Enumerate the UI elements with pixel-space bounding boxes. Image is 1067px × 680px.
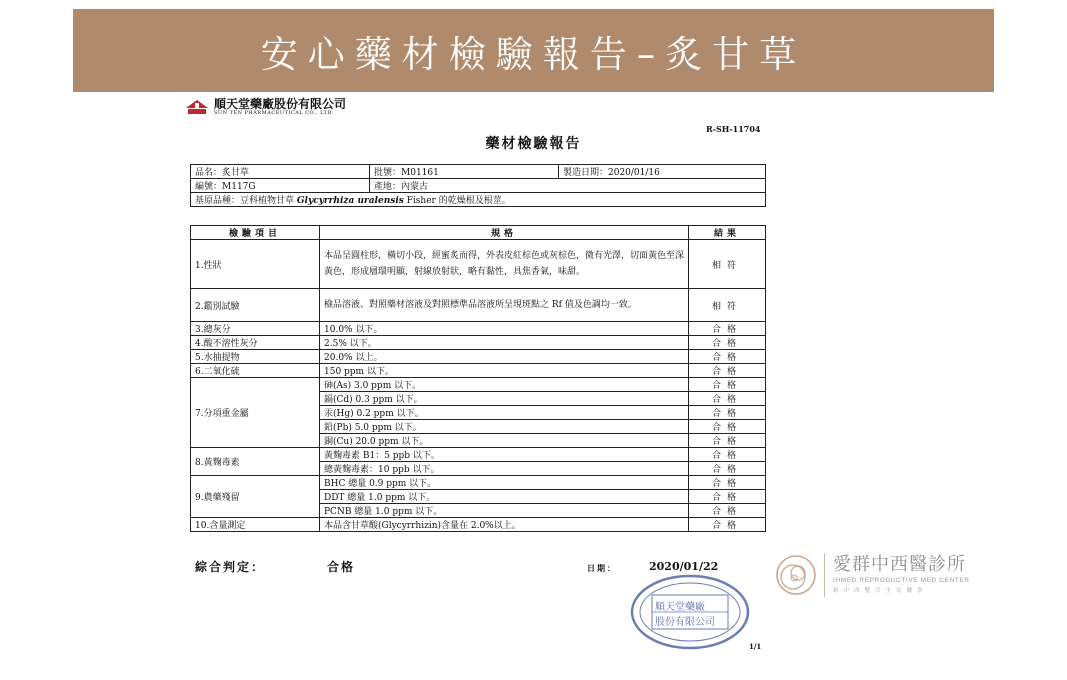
- table-row: [191, 476, 766, 490]
- row-spec: BHC 總量 0.9 ppm 以下。: [320, 476, 689, 490]
- row-item: 4.酸不溶性灰分: [191, 336, 320, 350]
- clinic-subtitle: 新中西整合生育醫學: [833, 588, 928, 594]
- row-spec: 20.0% 以上。: [320, 350, 689, 364]
- clinic-logo-block: [774, 553, 970, 597]
- row-result: 相符: [689, 289, 766, 322]
- botanical-source-latin: Glycyrrhiza uralensis: [296, 196, 404, 206]
- row-result: 合格: [689, 336, 766, 350]
- table-row: [191, 448, 766, 462]
- row-item: 9.農藥殘留: [191, 476, 320, 518]
- row-result: 合格: [689, 518, 766, 532]
- table-row: [191, 322, 766, 336]
- title-banner: [73, 9, 994, 92]
- botanical-source-prefix: 基原品種：豆科植物甘草: [195, 196, 297, 206]
- product-info-table: [190, 164, 766, 207]
- clinic-name-en: IHMED REPRODUCTIVE MED CENTER: [833, 577, 970, 584]
- row-spec: DDT 總量 1.0 ppm 以下。: [320, 490, 689, 504]
- row-spec: 檢品溶液、對照藥材溶液及對照標準品溶液所呈現斑點之 Rf 值及色調均一致。: [320, 289, 689, 322]
- row-spec: 本品含甘草酸(Glycyrrhizin)含量在 2.0%以上。: [320, 518, 689, 532]
- row-item: 3.總灰分: [191, 322, 320, 336]
- row-item: 7.分項重金屬: [191, 378, 320, 448]
- row-result: 合格: [689, 392, 766, 406]
- seal-text-line2: 股份有限公司: [655, 617, 715, 628]
- document-number: R-SH-11704: [706, 124, 761, 134]
- row-result: 合格: [689, 504, 766, 518]
- row-result: 合格: [689, 490, 766, 504]
- header-item: 檢驗項目: [191, 226, 320, 240]
- row-spec: 汞(Hg) 0.2 ppm 以下。: [320, 406, 689, 420]
- row-spec: 鉛(Pb) 5.0 ppm 以下。: [320, 420, 689, 434]
- row-result: 合格: [689, 462, 766, 476]
- header-spec: 規格: [320, 226, 689, 240]
- row-spec: 10.0% 以下。: [320, 322, 689, 336]
- clinic-divider: [824, 553, 825, 597]
- page-number: 1/1: [749, 642, 762, 651]
- date-value: 2020/01/22: [649, 560, 719, 573]
- table-row: [191, 350, 766, 364]
- row-result: 合格: [689, 476, 766, 490]
- table-row: [191, 364, 766, 378]
- clinic-logo-icon: [774, 553, 818, 597]
- table-row: [191, 240, 766, 289]
- seal-text-line1: 順天堂藥廠: [655, 602, 705, 613]
- row-result: 合格: [689, 420, 766, 434]
- company-header: [186, 98, 346, 116]
- table-row: [191, 518, 766, 532]
- row-spec: 總黃麴毒素：10 ppb 以下。: [320, 462, 689, 476]
- row-result: 合格: [689, 364, 766, 378]
- company-name-en: SUN TEN PHARMACEUTICAL CO., LTD.: [214, 110, 334, 116]
- botanical-source-suffix: Fisher 的乾燥根及根莖。: [403, 196, 511, 206]
- clinic-name: 愛群中西醫診所: [833, 554, 966, 575]
- row-item: 6.二氧化硫: [191, 364, 320, 378]
- row-result: 相符: [689, 240, 766, 289]
- document-title: 藥材檢驗報告: [485, 136, 582, 152]
- row-spec: 砷(As) 3.0 ppm 以下。: [320, 378, 689, 392]
- verdict-label: 綜合判定：: [195, 560, 266, 574]
- table-header-row: [191, 226, 766, 240]
- row-item: 2.鑑別試驗: [191, 289, 320, 322]
- row-item: 1.性狀: [191, 240, 320, 289]
- row-result: 合格: [689, 448, 766, 462]
- row-item: 8.黃麴毒素: [191, 448, 320, 476]
- company-logo-icon: [186, 100, 208, 114]
- row-spec: 鎘(Cd) 0.3 ppm 以下。: [320, 392, 689, 406]
- row-spec: PCNB 總量 1.0 ppm 以下。: [320, 504, 689, 518]
- table-row: [191, 289, 766, 322]
- page-title: 安心藥材檢驗報告–炙甘草: [260, 32, 807, 76]
- company-name: 順天堂藥廠股份有限公司: [214, 97, 347, 111]
- product-origin: 產地：內蒙古: [370, 179, 766, 193]
- row-result: 合格: [689, 406, 766, 420]
- product-code: 編號：M117G: [191, 179, 370, 193]
- table-row: [191, 336, 766, 350]
- row-spec: 150 ppm 以下。: [320, 364, 689, 378]
- product-name: 品名：炙甘草: [191, 165, 370, 179]
- row-spec: 本品呈圓柱形，橫切小段，經蜜炙而得，外表皮紅棕色或灰棕色，微有光澤，切面黃色至深黃色，形成層環明顯，射線放射狀，略有黏性，具焦香氣，味甜。: [320, 240, 689, 289]
- batch-number: 批號：M01161: [370, 165, 559, 179]
- header-result: 結果: [689, 226, 766, 240]
- manufacture-date: 製造日期：2020/01/16: [559, 165, 766, 179]
- row-spec: 2.5% 以下。: [320, 336, 689, 350]
- row-result: 合格: [689, 434, 766, 448]
- verdict-value: 合格: [327, 560, 356, 574]
- botanical-source: [191, 193, 766, 207]
- row-spec: 銅(Cu) 20.0 ppm 以下。: [320, 434, 689, 448]
- table-row: [191, 378, 766, 392]
- row-result: 合格: [689, 378, 766, 392]
- row-item: 10.含量測定: [191, 518, 320, 532]
- date-label: 日期：: [587, 563, 617, 573]
- row-result: 合格: [689, 322, 766, 336]
- test-results-table: [190, 225, 766, 532]
- row-item: 5.水抽提物: [191, 350, 320, 364]
- row-result: 合格: [689, 350, 766, 364]
- row-spec: 黃麴毒素 B1：5 ppb 以下。: [320, 448, 689, 462]
